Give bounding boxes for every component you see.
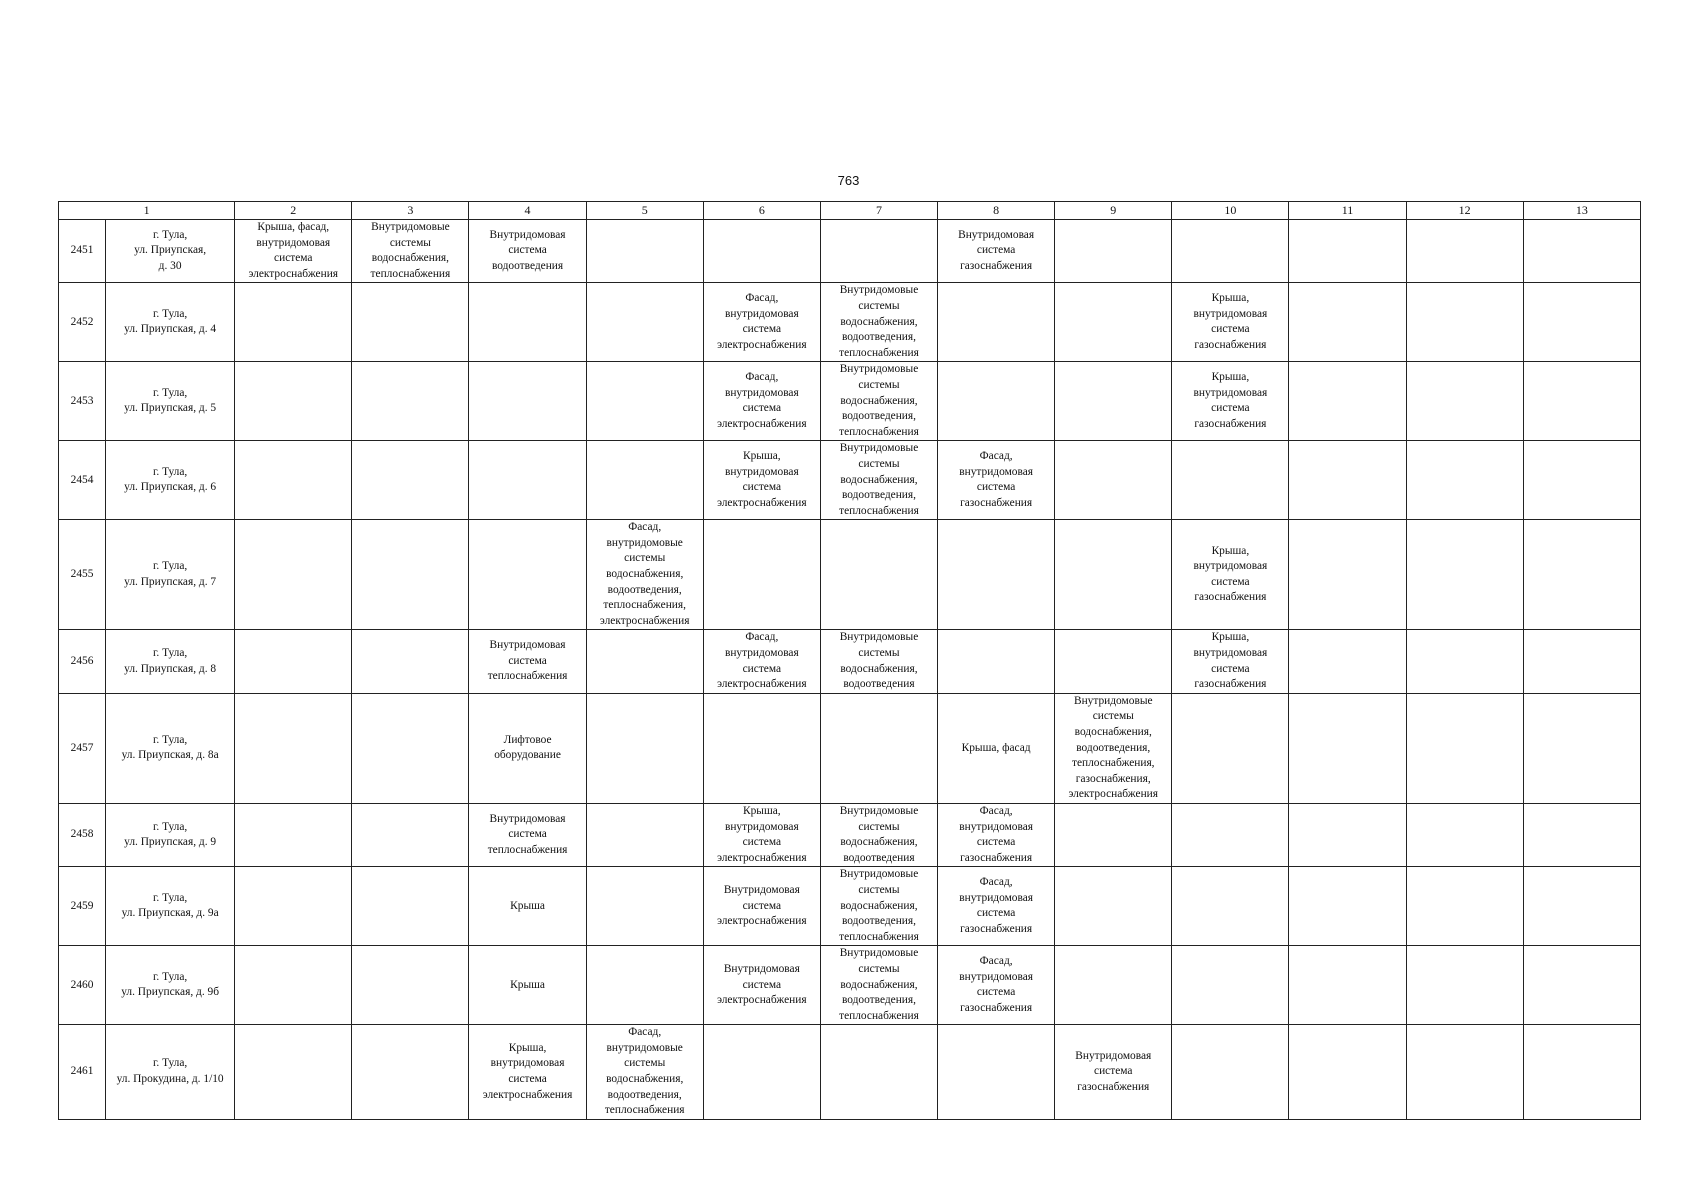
work-cell <box>352 803 469 866</box>
work-cell <box>1523 693 1640 803</box>
work-cell: Крыша <box>469 867 586 946</box>
work-cell <box>235 441 352 520</box>
work-cell: Внутридомовые системы водоснабжения, водоотведения, теплоснабжения <box>820 867 937 946</box>
work-cell <box>469 362 586 441</box>
work-cell <box>703 693 820 803</box>
work-cell: Внутридомовые системы водоснабжения, водоотведения <box>820 803 937 866</box>
work-cell <box>1406 946 1523 1025</box>
work-cell: Фасад, внутридомовые системы водоснабжения, водоотведения, теплоснабжения <box>586 1025 703 1120</box>
work-cell: Крыша, внутридомовая система газоснабжения <box>1172 520 1289 630</box>
work-cell <box>1523 441 1640 520</box>
work-cell <box>235 867 352 946</box>
work-cell <box>352 630 469 693</box>
work-cell <box>1289 693 1406 803</box>
work-cell: Фасад, внутридомовые системы водоснабжения, водоотведения, теплоснабжения, электроснабжения <box>586 520 703 630</box>
work-cell: Крыша, внутридомовая система газоснабжения <box>1172 362 1289 441</box>
work-cell <box>820 520 937 630</box>
work-cell: Крыша, внутридомовая система электроснабжения <box>703 441 820 520</box>
work-cell <box>703 1025 820 1120</box>
work-cell <box>586 803 703 866</box>
work-cell <box>1406 803 1523 866</box>
column-header: 3 <box>352 202 469 220</box>
work-cell <box>938 1025 1055 1120</box>
work-cell <box>1289 803 1406 866</box>
column-header: 1 <box>59 202 235 220</box>
work-cell <box>1406 630 1523 693</box>
address-cell: г. Тула, ул. Приупская, д. 8 <box>106 630 235 693</box>
work-cell <box>1289 630 1406 693</box>
work-cell: Крыша, внутридомовая система электроснабжения <box>469 1025 586 1120</box>
address-cell: г. Тула, ул. Приупская, д. 7 <box>106 520 235 630</box>
work-cell <box>1406 362 1523 441</box>
column-header: 12 <box>1406 202 1523 220</box>
work-cell: Крыша, фасад <box>938 693 1055 803</box>
row-number: 2454 <box>59 441 106 520</box>
work-cell <box>1055 283 1172 362</box>
column-header: 13 <box>1523 202 1640 220</box>
table-row <box>59 283 1641 362</box>
work-cell <box>1523 630 1640 693</box>
work-cell <box>469 520 586 630</box>
work-cell <box>1523 220 1640 283</box>
work-cell: Внутридомовые системы водоснабжения, водоотведения, теплоснабжения <box>820 441 937 520</box>
row-number: 2455 <box>59 520 106 630</box>
work-cell <box>1055 630 1172 693</box>
work-cell <box>1523 1025 1640 1120</box>
work-cell <box>1406 283 1523 362</box>
work-cell: Внутридомовая система газоснабжения <box>938 220 1055 283</box>
page-number: 763 <box>837 173 860 188</box>
work-cell <box>352 1025 469 1120</box>
work-cell <box>586 867 703 946</box>
work-cell <box>1055 362 1172 441</box>
work-cell <box>1406 520 1523 630</box>
work-cell <box>235 803 352 866</box>
work-cell <box>352 520 469 630</box>
column-header: 7 <box>820 202 937 220</box>
row-number: 2456 <box>59 630 106 693</box>
work-cell <box>235 946 352 1025</box>
table-row <box>59 520 1641 630</box>
address-cell: г. Тула, ул. Приупская, д. 9б <box>106 946 235 1025</box>
work-cell <box>1172 803 1289 866</box>
work-cell <box>235 1025 352 1120</box>
address-cell: г. Тула, ул. Прокудина, д. 1/10 <box>106 1025 235 1120</box>
table-row <box>59 362 1641 441</box>
work-cell <box>1289 220 1406 283</box>
column-header: 11 <box>1289 202 1406 220</box>
work-cell: Внутридомовая система водоотведения <box>469 220 586 283</box>
work-cell: Внутридомовые системы водоснабжения, водоотведения, теплоснабжения <box>820 362 937 441</box>
repair-schedule-table <box>58 201 1641 1120</box>
work-cell: Фасад, внутридомовая система газоснабжения <box>938 441 1055 520</box>
work-cell <box>1406 441 1523 520</box>
work-cell <box>235 362 352 441</box>
address-cell: г. Тула, ул. Приупская, д. 5 <box>106 362 235 441</box>
work-cell <box>352 283 469 362</box>
work-cell <box>1289 283 1406 362</box>
work-cell <box>352 867 469 946</box>
column-header: 6 <box>703 202 820 220</box>
work-cell <box>820 1025 937 1120</box>
work-cell <box>1172 220 1289 283</box>
row-number: 2460 <box>59 946 106 1025</box>
work-cell: Внутридомовые системы водоснабжения, водоотведения, теплоснабжения <box>820 946 937 1025</box>
work-cell <box>586 220 703 283</box>
work-cell <box>1289 1025 1406 1120</box>
work-cell <box>703 520 820 630</box>
table-row <box>59 630 1641 693</box>
work-cell: Фасад, внутридомовая система газоснабжения <box>938 803 1055 866</box>
table-row <box>59 946 1641 1025</box>
work-cell: Крыша, внутридомовая система электроснабжения <box>703 803 820 866</box>
column-number-row <box>59 202 1641 220</box>
work-cell <box>586 946 703 1025</box>
row-number: 2457 <box>59 693 106 803</box>
work-cell <box>1289 441 1406 520</box>
work-cell <box>703 220 820 283</box>
column-header: 2 <box>235 202 352 220</box>
table-row <box>59 220 1641 283</box>
work-cell: Крыша <box>469 946 586 1025</box>
work-cell <box>1172 693 1289 803</box>
work-cell <box>235 520 352 630</box>
work-cell <box>586 693 703 803</box>
table-row <box>59 441 1641 520</box>
work-cell <box>352 441 469 520</box>
work-cell <box>938 283 1055 362</box>
work-cell <box>469 283 586 362</box>
row-number: 2453 <box>59 362 106 441</box>
work-cell <box>586 362 703 441</box>
work-cell <box>1289 362 1406 441</box>
table-row <box>59 1025 1641 1120</box>
work-cell <box>352 362 469 441</box>
row-number: 2458 <box>59 803 106 866</box>
work-cell <box>1523 362 1640 441</box>
work-cell <box>1172 1025 1289 1120</box>
work-cell: Внутридомовая система электроснабжения <box>703 867 820 946</box>
work-cell: Внутридомовая система теплоснабжения <box>469 630 586 693</box>
address-cell: г. Тула, ул. Приупская, д. 6 <box>106 441 235 520</box>
work-cell <box>1406 693 1523 803</box>
work-cell <box>586 283 703 362</box>
work-cell: Внутридомовые системы водоснабжения, водоотведения, теплоснабжения, газоснабжения, электроснабжения <box>1055 693 1172 803</box>
address-cell: г. Тула, ул. Приупская, д. 8а <box>106 693 235 803</box>
table-row <box>59 867 1641 946</box>
work-cell <box>938 520 1055 630</box>
work-cell <box>1289 867 1406 946</box>
work-cell <box>1523 867 1640 946</box>
work-cell <box>235 630 352 693</box>
work-cell <box>1055 441 1172 520</box>
address-cell: г. Тула, ул. Приупская, д. 9а <box>106 867 235 946</box>
work-cell <box>235 693 352 803</box>
work-cell <box>1055 520 1172 630</box>
work-cell: Внутридомовые системы водоснабжения, водоотведения, теплоснабжения <box>820 283 937 362</box>
row-number: 2461 <box>59 1025 106 1120</box>
work-cell <box>1172 946 1289 1025</box>
address-cell: г. Тула, ул. Приупская, д. 4 <box>106 283 235 362</box>
work-cell <box>1055 803 1172 866</box>
work-cell <box>1406 1025 1523 1120</box>
work-cell <box>1523 946 1640 1025</box>
column-header: 8 <box>938 202 1055 220</box>
work-cell <box>1055 867 1172 946</box>
work-cell <box>469 441 586 520</box>
work-cell <box>1172 441 1289 520</box>
address-cell: г. Тула, ул. Приупская, д. 9 <box>106 803 235 866</box>
work-cell <box>1523 283 1640 362</box>
work-cell <box>1289 520 1406 630</box>
work-cell <box>820 220 937 283</box>
work-cell: Фасад, внутридомовая система электроснабжения <box>703 630 820 693</box>
column-header: 9 <box>1055 202 1172 220</box>
row-number: 2459 <box>59 867 106 946</box>
work-cell <box>1406 867 1523 946</box>
work-cell <box>1523 520 1640 630</box>
work-cell: Внутридомовая система газоснабжения <box>1055 1025 1172 1120</box>
address-cell: г. Тула, ул. Приупская, д. 30 <box>106 220 235 283</box>
work-cell: Внутридомовая система электроснабжения <box>703 946 820 1025</box>
work-cell <box>1055 946 1172 1025</box>
column-header: 5 <box>586 202 703 220</box>
work-cell: Фасад, внутридомовая система газоснабжения <box>938 946 1055 1025</box>
table-row <box>59 803 1641 866</box>
work-cell: Фасад, внутридомовая система электроснабжения <box>703 283 820 362</box>
column-header: 10 <box>1172 202 1289 220</box>
work-cell <box>938 630 1055 693</box>
work-cell: Крыша, фасад, внутридомовая система электроснабжения <box>235 220 352 283</box>
work-cell: Крыша, внутридомовая система газоснабжения <box>1172 283 1289 362</box>
work-cell: Лифтовое оборудование <box>469 693 586 803</box>
work-cell: Внутридомовые системы водоснабжения, теплоснабжения <box>352 220 469 283</box>
work-cell <box>1289 946 1406 1025</box>
work-cell: Фасад, внутридомовая система электроснабжения <box>703 362 820 441</box>
work-cell <box>586 441 703 520</box>
work-cell <box>1523 803 1640 866</box>
work-cell <box>1055 220 1172 283</box>
work-cell <box>352 693 469 803</box>
work-cell: Внутридомовые системы водоснабжения, водоотведения <box>820 630 937 693</box>
table-body <box>59 220 1641 1120</box>
row-number: 2451 <box>59 220 106 283</box>
work-cell: Фасад, внутридомовая система газоснабжения <box>938 867 1055 946</box>
work-cell <box>1172 867 1289 946</box>
work-cell: Внутридомовая система теплоснабжения <box>469 803 586 866</box>
work-cell <box>352 946 469 1025</box>
row-number: 2452 <box>59 283 106 362</box>
work-cell <box>1406 220 1523 283</box>
work-cell <box>235 283 352 362</box>
table-row <box>59 693 1641 803</box>
work-cell <box>938 362 1055 441</box>
work-cell <box>820 693 937 803</box>
work-cell: Крыша, внутридомовая система газоснабжения <box>1172 630 1289 693</box>
column-header: 4 <box>469 202 586 220</box>
work-cell <box>586 630 703 693</box>
